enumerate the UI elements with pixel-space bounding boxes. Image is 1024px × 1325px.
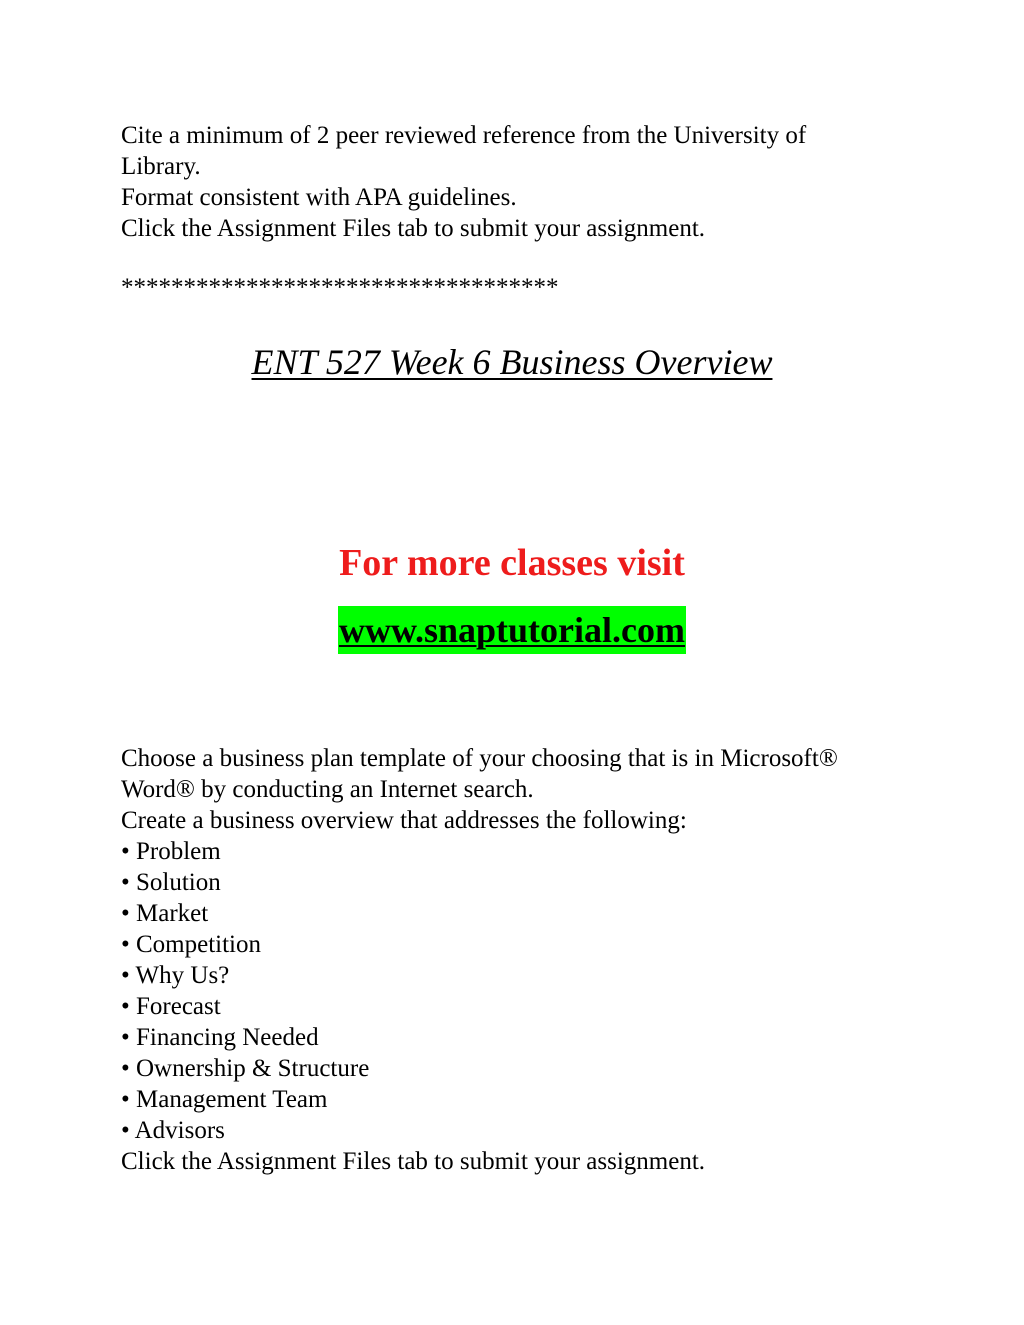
- closing-line: Click the Assignment Files tab to submit your assignment.: [121, 1148, 706, 1175]
- body-line: Choose a business plan template of your choosing that is in Microsoft®: [121, 745, 838, 772]
- promo-heading: For more classes visit: [339, 542, 685, 584]
- bullet-item-forecast: • Forecast: [121, 993, 221, 1020]
- body-line: Create a business overview that addresses the following:: [121, 807, 687, 834]
- bullet-item-competition: • Competition: [121, 931, 262, 958]
- bullet-item-why-us: • Why Us?: [121, 962, 230, 989]
- promo-link-container: [0, 606, 1024, 654]
- intro-line: Cite a minimum of 2 peer reviewed reference from the University of: [121, 122, 807, 149]
- document-title: ENT 527 Week 6 Business Overview: [251, 342, 773, 382]
- bullet-item-solution: • Solution: [121, 869, 221, 896]
- bullet-item-market: • Market: [121, 900, 209, 927]
- bullet-item-financing-needed: • Financing Needed: [121, 1024, 319, 1051]
- intro-paragraph: [121, 120, 921, 244]
- intro-line: Library.: [121, 153, 201, 180]
- bullet-item-problem: • Problem: [121, 838, 221, 865]
- assignment-body: [121, 743, 921, 1177]
- body-line: Word® by conducting an Internet search.: [121, 776, 534, 803]
- intro-line: Click the Assignment Files tab to submit your assignment.: [121, 215, 706, 242]
- bullet-item-advisors: • Advisors: [121, 1117, 225, 1144]
- intro-line: Format consistent with APA guidelines.: [121, 184, 517, 211]
- asterisk-separator: ***********************************: [121, 274, 559, 301]
- bullet-item-management-team: • Management Team: [121, 1086, 328, 1113]
- bullet-item-ownership-structure: • Ownership & Structure: [121, 1055, 370, 1082]
- snaptutorial-link[interactable]: www.snaptutorial.com: [338, 606, 686, 654]
